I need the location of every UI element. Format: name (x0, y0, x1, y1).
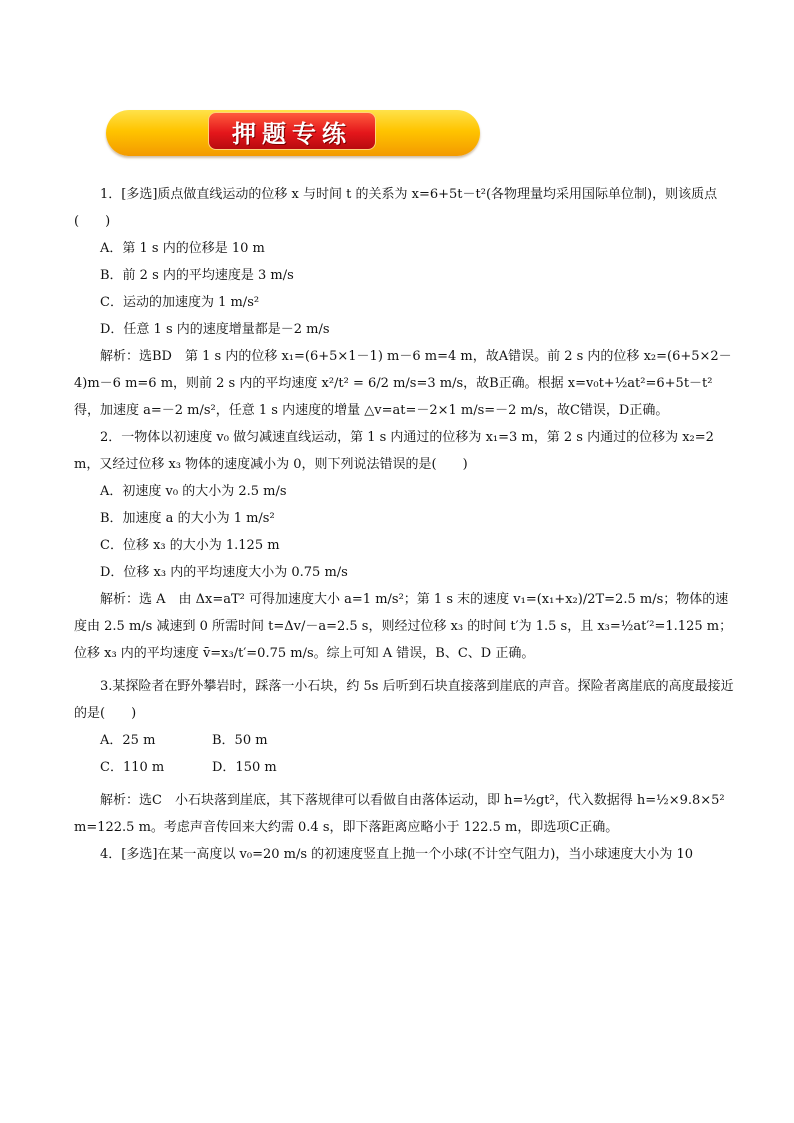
q1-option-a: A．第 1 s 内的位移是 10 m (100, 241, 265, 256)
q3-option-a: A．25 m (100, 733, 156, 748)
banner-title-plate (208, 112, 376, 150)
banner-title: 押题专练 (232, 119, 352, 148)
q3-options-row-2 (74, 754, 734, 781)
q1-option-c: C．运动的加速度为 1 m/s² (100, 295, 260, 310)
q4-stem: 4．[多选]在某一高度以 v₀=20 m/s 的初速度竖直上抛一个小球(不计空气阻力)，当小球速度大小为 10 (100, 847, 693, 862)
document-body (74, 181, 734, 868)
q1-option-d: D．任意 1 s 内的速度增量都是－2 m/s (100, 322, 330, 337)
q3-stem: 3.某探险者在野外攀岩时，踩落一小石块，约 5s 后听到石块直接落到崖底的声音。探险者离崖底的高度最接近的是( ) (74, 679, 734, 721)
q3-option-b: B．50 m (212, 733, 268, 748)
q2-option-c: C．位移 x₃ 的大小为 1.125 m (100, 538, 280, 553)
q3-analysis: 解析：选C 小石块落到崖底，其下落规律可以看做自由落体运动，即 h=½gt²，代入数据得 h=½×9.8×5² m=122.5 m。考虑声音传回来大约需 0.4 s，即下落距离应略小于 122.5 m，即选项C正确。 (74, 793, 725, 835)
q3-options-row-1 (74, 727, 734, 754)
q1-analysis: 解析：选BD 第 1 s 内的位移 x₁=(6+5×1－1) m－6 m=4 m，故A错误。前 2 s 内的位移 x₂=(6+5×2－4)m－6 m=6 m，则前 2 s 内的平均速度 x²/t² = 6/2 m/s=3 m/s，故B正确。根据 x=v₀t+½at²=6+5t－t² 得，加速度 a=－2 m/s²，任意 1 s 内速度的增量 △v=at=－2×1 m/s=－2 m/s，故C错误，D正确。 (74, 349, 732, 418)
q2-option-d: D．位移 x₃ 内的平均速度大小为 0.75 m/s (100, 565, 348, 580)
q2-option-a: A．初速度 v₀ 的大小为 2.5 m/s (100, 484, 287, 499)
q2-stem: 2．一物体以初速度 v₀ 做匀减速直线运动，第 1 s 内通过的位移为 x₁=3 m，第 2 s 内通过的位移为 x₂=2 m，又经过位移 x₃ 物体的速度减小为 0，则下列说法错误的是( ) (74, 430, 714, 472)
q3-option-c: C．110 m (100, 760, 165, 775)
q2-analysis: 解析：选 A 由 Δx=aT² 可得加速度大小 a=1 m/s²；第 1 s 末的速度 v₁=(x₁+x₂)/2T=2.5 m/s；物体的速度由 2.5 m/s 减速到 0 所需时间 t=Δv/－a=2.5 s，则经过位移 x₃ 的时间 t′为 1.5 s，且 x₃=½at′²=1.125 m；位移 x₃ 内的平均速度 v̄=x₃/t′=0.75 m/s。综上可知 A 错误，B、C、D 正确。 (74, 592, 733, 661)
q3-option-d: D．150 m (212, 760, 277, 775)
q1-option-b: B．前 2 s 内的平均速度是 3 m/s (100, 268, 294, 283)
q1-stem: 1．[多选]质点做直线运动的位移 x 与时间 t 的关系为 x=6+5t－t²(各物理量均采用国际单位制)，则该质点( ) (74, 187, 718, 229)
q2-option-b: B．加速度 a 的大小为 1 m/s² (100, 511, 275, 526)
